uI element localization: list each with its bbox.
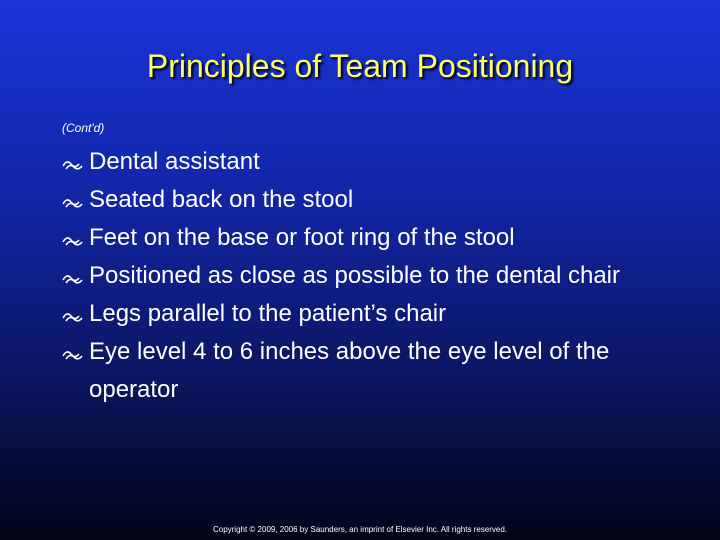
- wave-bullet-icon: [62, 158, 84, 170]
- bullet-text: Legs parallel to the patient’s chair: [89, 300, 447, 327]
- bullet-text: Eye level 4 to 6 inches above the eye level of the operator: [89, 338, 610, 403]
- bullet-item: [62, 219, 682, 257]
- bullet-item: [62, 295, 682, 333]
- wave-bullet-icon: [62, 196, 84, 208]
- wave-bullet-icon: [62, 234, 84, 246]
- bullet-item: [62, 181, 682, 219]
- wave-bullet-icon: [62, 310, 84, 322]
- bullet-text: Feet on the base or foot ring of the stool: [89, 224, 515, 251]
- bullet-item: [62, 257, 682, 295]
- wave-bullet-icon: [62, 348, 84, 360]
- bullet-item: [62, 333, 682, 409]
- bullet-text: Dental assistant: [89, 148, 260, 175]
- slide-title: Principles of Team Positioning: [146, 48, 574, 84]
- bullet-text: Seated back on the stool: [89, 186, 354, 213]
- bullet-text: Positioned as close as possible to the dental chair: [89, 262, 620, 289]
- copyright-footer: Copyright © 2009, 2006 by Saunders, an imprint of Elsevier Inc. All rights reserved.: [212, 525, 508, 534]
- bullet-item: [62, 143, 682, 181]
- continued-label: (Cont'd): [62, 121, 105, 135]
- wave-bullet-icon: [62, 272, 84, 284]
- bullet-list: [62, 143, 682, 409]
